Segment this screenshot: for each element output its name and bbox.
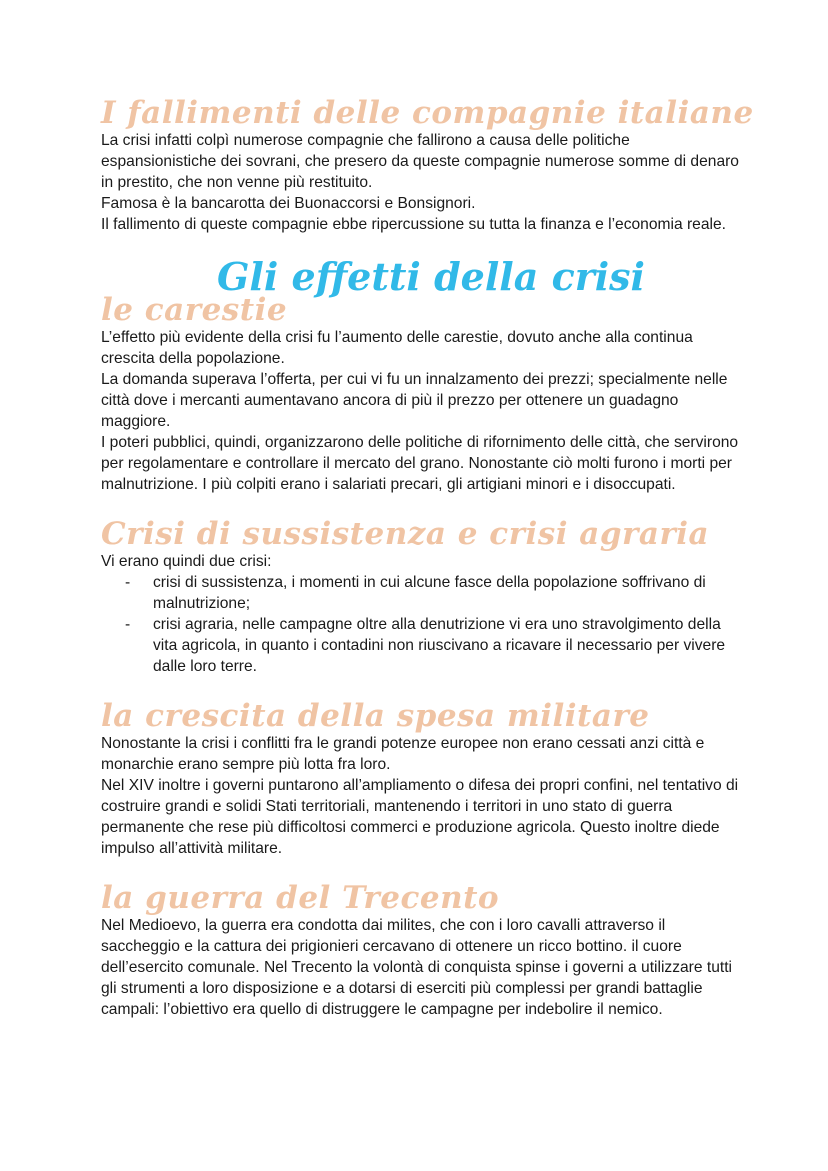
paragraph: La domanda superava l’offerta, per cui vi fu un innalzamento dei prezzi; specialmente nelle città dove i mercanti aumentavano ancora di più il prezzo per ottenere un guadagno maggiore. — [101, 371, 728, 430]
paragraph: L’effetto più evidente della crisi fu l’aumento delle carestie, dovuto anche alla continua crescita della popolazione. — [101, 329, 693, 367]
paragraph: Nel XIV inoltre i governi puntarono all’ampliamento o difesa dei propri confini, nel tentativo di costruire grandi e solidi Stati territoriali, mantenendo i territori in uno stato di guerra permanente che rese più difficoltosi commerci e produzione agricola. Questo inoltre diede impulso all’attività militare. — [101, 777, 739, 857]
list-item-text: crisi agraria, nelle campagne oltre alla denutrizione vi era uno stravolgimento della vita agricola, in quanto i contadini non riuscivano a ricavare il necessario per vivere dalle loro terre. — [153, 616, 726, 675]
heading-carestie: le carestie — [101, 292, 288, 328]
dash-bullet: - — [125, 616, 131, 633]
heading-sussistenza: Crisi di sussistenza e crisi agraria — [101, 516, 710, 552]
document-content — [101, 95, 754, 1020]
paragraph: Vi erano quindi due crisi: — [101, 553, 272, 570]
paragraph: Il fallimento di queste compagnie ebbe ripercussione su tutta la finanza e l’economia reale. — [101, 216, 726, 233]
list-item — [101, 572, 741, 614]
paragraph: La crisi infatti colpì numerose compagnie che fallirono a causa delle politiche espansionistiche dei sovrani, che presero da queste compagnie numerose somme di denaro in prestito, che non venne più restituito. — [101, 132, 739, 191]
paragraph: Famosa è la bancarotta dei Buonaccorsi e Bonsignori. — [101, 195, 476, 212]
heading-fallimenti: I fallimenti delle compagnie italiane — [101, 95, 754, 131]
heading-spesa-militare: la crescita della spesa militare — [101, 698, 650, 734]
list-item-text: crisi di sussistenza, i momenti in cui alcune fasce della popolazione soffrivano di malnutrizione; — [153, 574, 706, 612]
paragraph: I poteri pubblici, quindi, organizzarono delle politiche di rifornimento delle città, che servirono per regolamentare e controllare il mercato del grano. Nonostante ciò molti furono i morti per malnutrizione. I più colpiti erano i salariati precari, gli artigiani minori e i disoccupati. — [101, 434, 739, 493]
main-title: Gli effetti della crisi — [216, 254, 645, 299]
crisis-list — [101, 572, 741, 677]
paragraph: Nonostante la crisi i conflitti fra le grandi potenze europee non erano cessati anzi città e monarchie erano sempre più lotta fra loro. — [101, 735, 705, 773]
heading-guerra: la guerra del Trecento — [101, 880, 500, 916]
dash-bullet: - — [125, 574, 131, 591]
list-item — [101, 614, 741, 677]
paragraph: Nel Medioevo, la guerra era condotta dai milites, che con i loro cavalli attraverso il saccheggio e la cattura dei prigionieri cercavano di ottenere un ricco bottino. il cuore dell’esercito comunale. Nel Trecento la volontà di conquista spinse i governi a utilizzare tutti gli strumenti a loro disposizione e a dotarsi di eserciti più complessi per grandi battaglie campali: l’obiettivo era quello di distruggere le campagne per indebolire il nemico. — [101, 917, 733, 1018]
